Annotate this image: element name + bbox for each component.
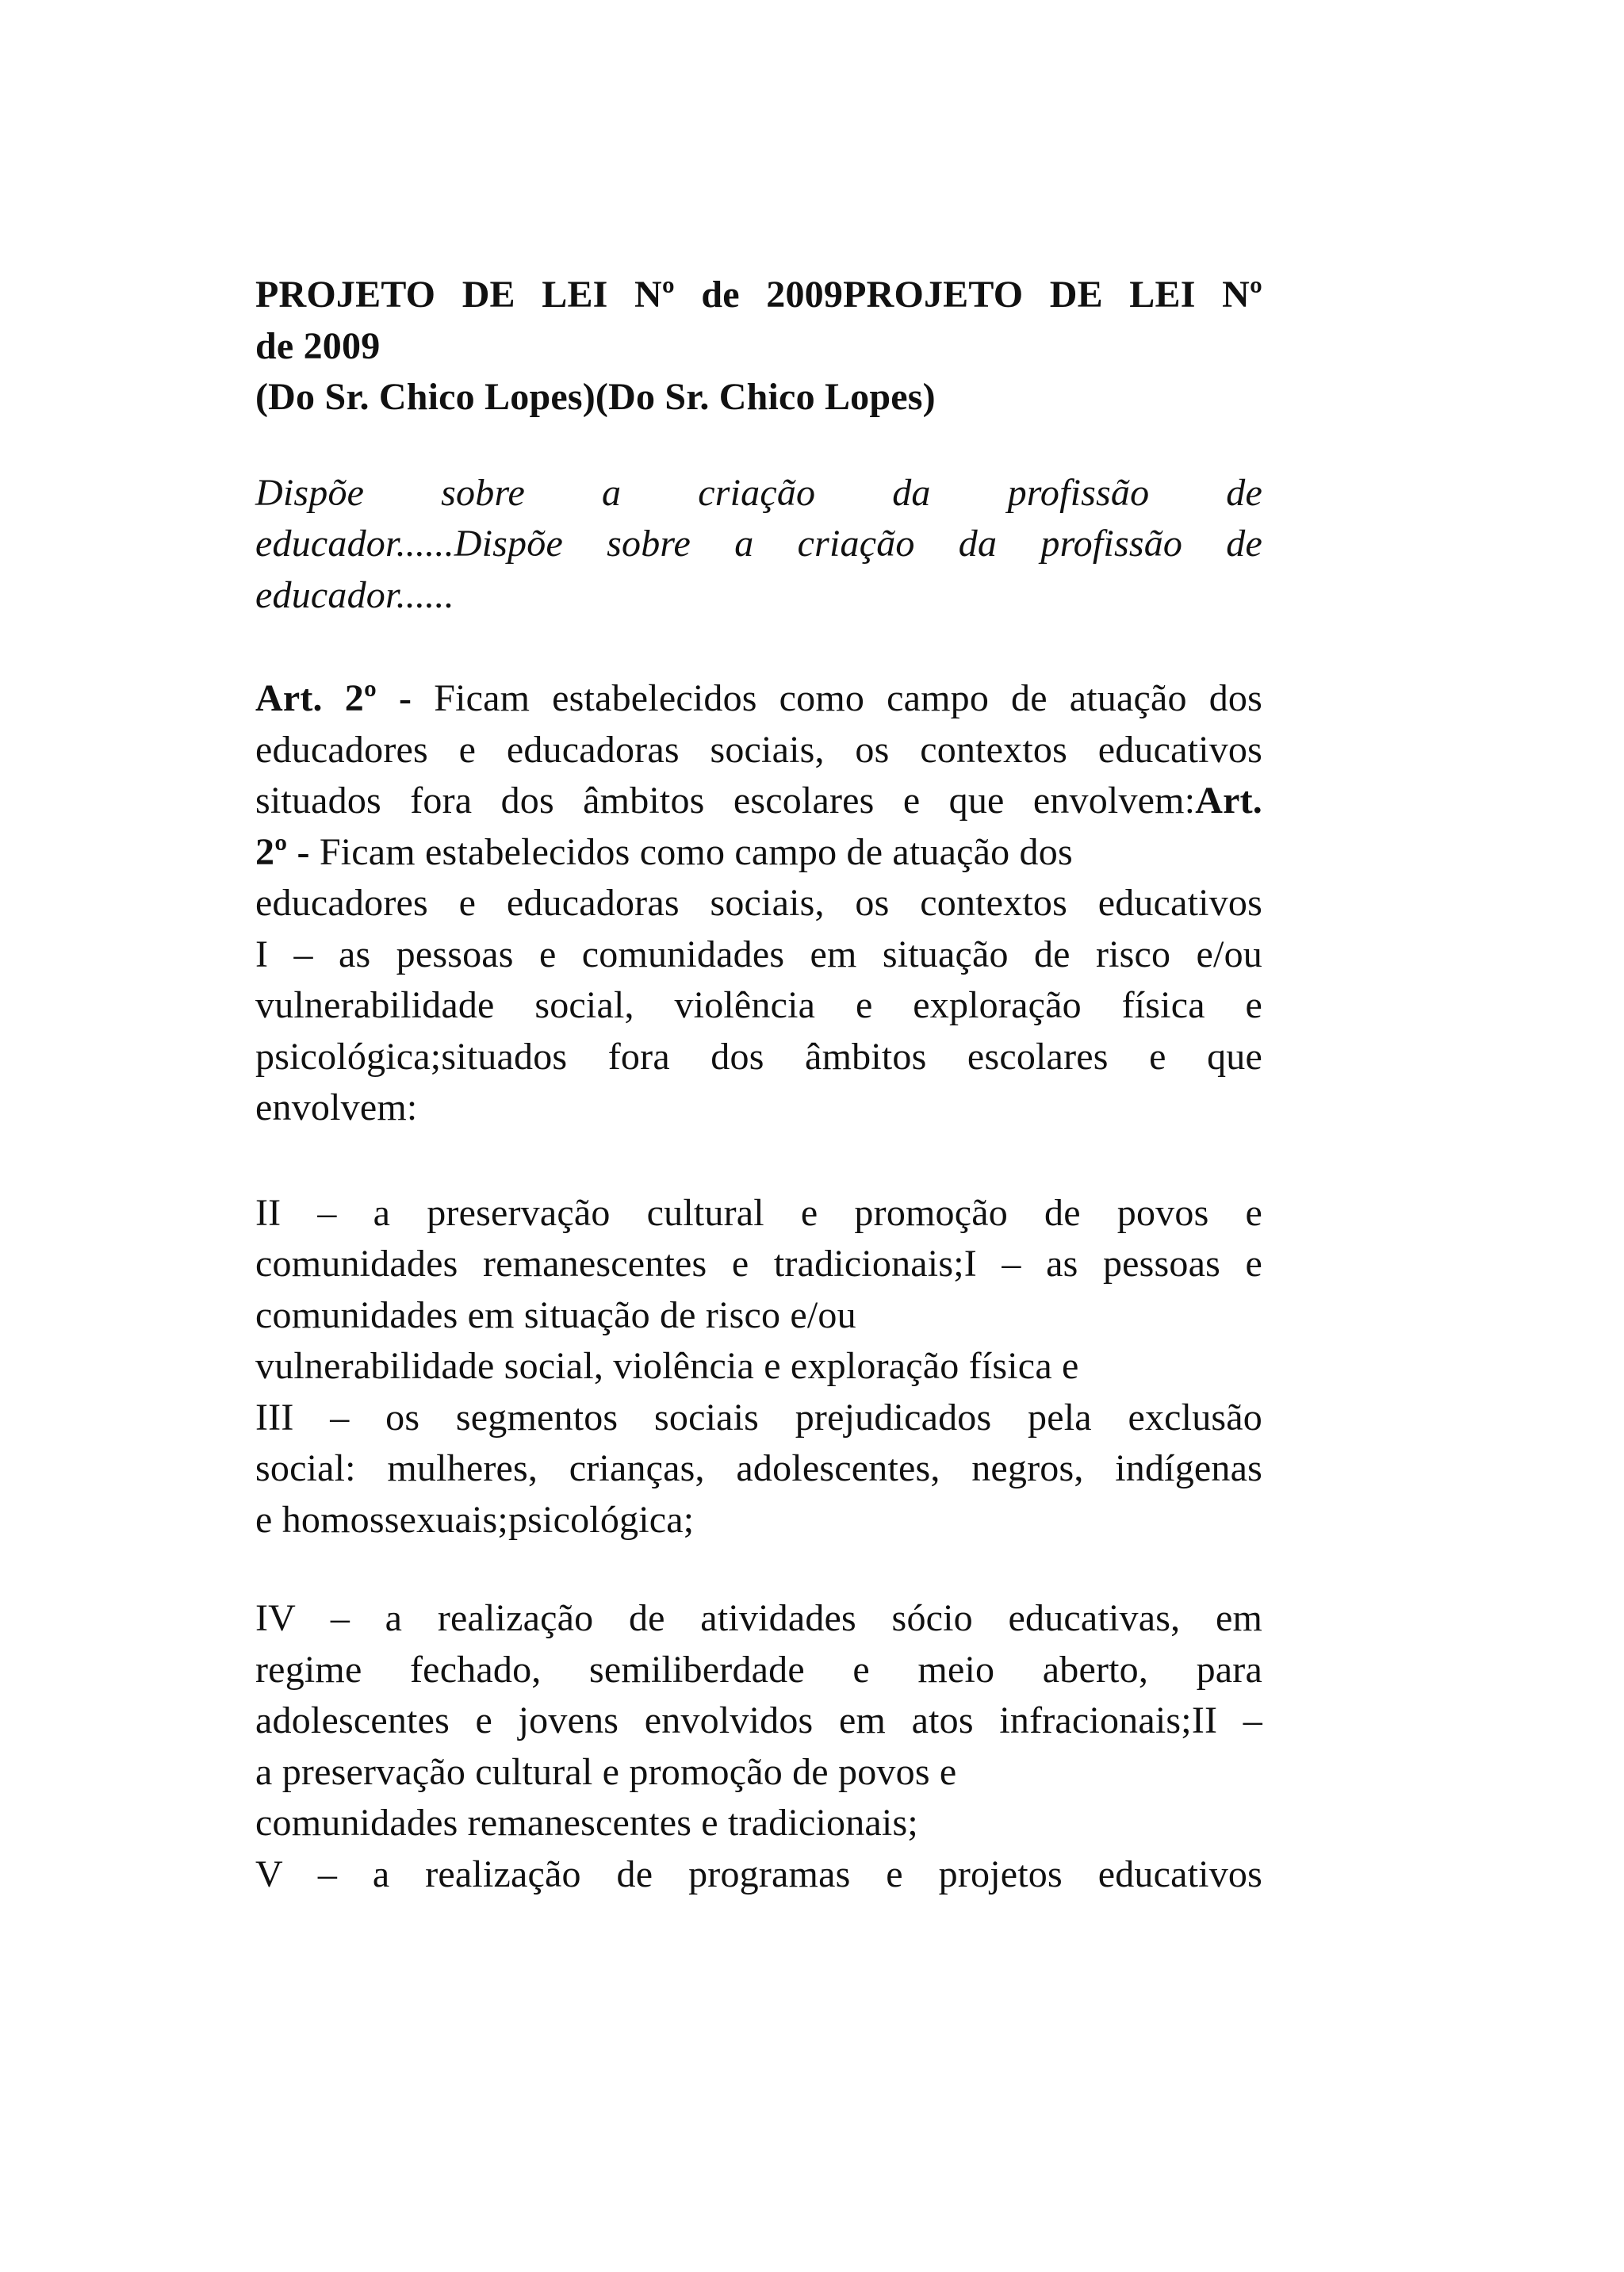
item-line: social: mulheres, crianças, adolescentes, negros, indígenas [255, 1447, 1262, 1489]
title-line-2: de 2009 [255, 324, 381, 367]
item-line: adolescentes e jovens envolvidos em atos infracionais;II – [255, 1699, 1262, 1741]
item-line: regime fechado, semiliberdade e meio aberto, para [255, 1648, 1262, 1691]
article-line: educadores e educadoras sociais, os contextos educativos [255, 882, 1262, 924]
spacer [255, 621, 1262, 673]
article-label: Art. 2º - [255, 677, 412, 719]
article-line [255, 673, 1262, 725]
item-line: e homossexuais;psicológica; [255, 1498, 695, 1541]
item-line: IV – a realização de atividades sócio educativas, em [255, 1597, 1262, 1639]
ementa-line-3: educador...... [255, 573, 454, 616]
article-line [255, 827, 1262, 879]
title-line-1: PROJETO DE LEI Nº de 2009PROJETO DE LEI Nº [255, 274, 1262, 316]
spacer [255, 1134, 1262, 1188]
article-text: Ficam estabelecidos como campo de atuação dos [309, 830, 1073, 873]
spacer [255, 1546, 1262, 1593]
item-line: V – a realização de programas e projetos educativos [255, 1852, 1262, 1895]
article-line: I – as pessoas e comunidades em situação de risco e/ou [255, 933, 1262, 975]
article-line: educadores e educadoras sociais, os contextos educativos [255, 728, 1262, 771]
item-line: comunidades remanescentes e tradicionais; [255, 1802, 918, 1844]
article-line [255, 776, 1262, 827]
article-line: psicológica;situados fora dos âmbitos escolares e que [255, 1035, 1262, 1078]
item-line: II – a preservação cultural e promoção de povos e [255, 1191, 1262, 1234]
article-line: envolvem: [255, 1086, 418, 1128]
article-text: situados fora dos âmbitos escolares e que envolvem: [255, 780, 1196, 822]
item-line: III – os segmentos sociais prejudicados pela exclusão [255, 1396, 1262, 1439]
article-label: Art. [1195, 780, 1262, 822]
ementa-line-2: educador......Dispõe sobre a criação da profissão de [255, 523, 1262, 565]
ementa-line-1: Dispõe sobre a criação da profissão de [255, 471, 1262, 514]
author-line: (Do Sr. Chico Lopes)(Do Sr. Chico Lopes) [255, 376, 936, 418]
item-line: vulnerabilidade social, violência e exploração física e [255, 1345, 1079, 1387]
document-page [255, 270, 1262, 1900]
article-text: Ficam estabelecidos como campo de atuação dos [412, 677, 1262, 719]
item-line: comunidades em situação de risco e/ou [255, 1293, 856, 1336]
item-line: a preservação cultural e promoção de povos e [255, 1750, 957, 1793]
article-label: 2º - [255, 830, 310, 873]
spacer [255, 423, 1262, 468]
item-line: comunidades remanescentes e tradicionais;I – as pessoas e [255, 1243, 1262, 1285]
article-line: vulnerabilidade social, violência e exploração física e [255, 984, 1262, 1026]
